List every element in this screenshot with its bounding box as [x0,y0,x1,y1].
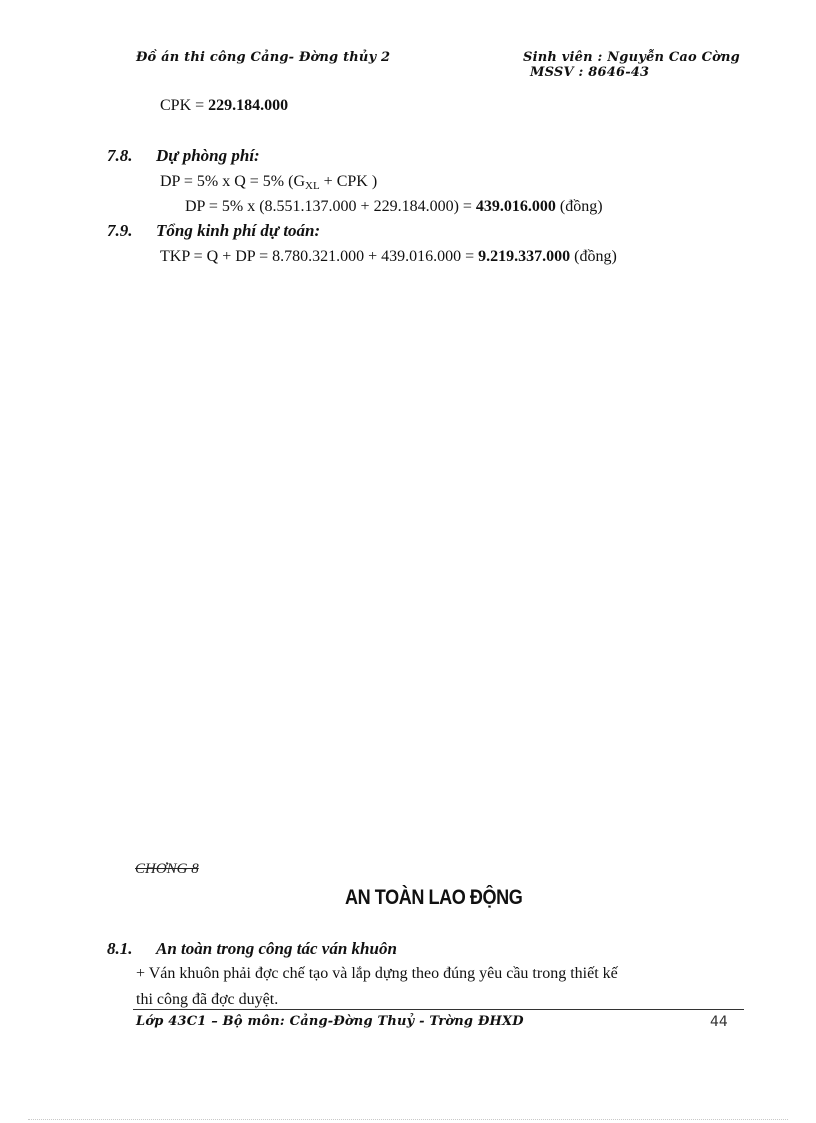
cpk-value: 229.184.000 [208,97,289,114]
chapter-title: AN TOÀN LAO ĐỘNG [345,886,523,909]
section-7-8-number: 7.8. [107,146,133,165]
tkp-unit: (đồng) [570,248,617,265]
section-7-8-formula-1 [160,173,377,192]
chapter-label: CHƠNG 8 [135,861,199,877]
section-8-1-line-1: + Ván khuôn phải đợc chế tạo và lắp dựng theo đúng yêu cầu trong thiết kế [136,965,618,982]
formula-1-tail: + CPK ) [319,173,378,190]
footer-rule [133,1009,744,1010]
cpk-line [160,97,288,115]
section-7-9-number: 7.9. [107,221,133,240]
section-7-9-formula [160,248,617,266]
footer-course: Lớp 43C1 – Bộ môn: Cảng-Đờng Thuỷ - Trờng ĐHXD [136,1014,524,1029]
section-7-8-title: Dự phòng phí: [156,146,260,165]
formula-2-text: DP = 5% x (8.551.137.000 + 229.184.000) = [185,198,476,215]
tkp-formula-text: TKP = Q + DP = 8.780.321.000 + 439.016.000 = [160,248,479,265]
section-8-1-title: An toàn trong công tác ván khuôn [156,939,397,958]
header-student-id: MSSV : 8646-43 [530,65,650,80]
formula-1-text: DP = 5% x Q = 5% (G [160,173,305,190]
header-student-name: Sinh viên : Nguyễn Cao Cờng [523,50,740,65]
page-number: 44 [710,1014,728,1030]
formula-1-subscript: XL [305,180,320,192]
section-8-1-line-2: thi công đã đợc duyệt. [136,991,279,1008]
section-7-8-formula-2 [185,198,603,216]
section-7-9-title: Tổng kinh phí dự toán: [156,221,321,240]
tkp-value: 9.219.337.000 [478,248,571,265]
dp-unit: (đồng) [555,198,603,215]
section-8-1-number: 8.1. [107,939,133,958]
cpk-prefix: CPK = [160,97,209,114]
page-bottom-border [28,1119,788,1120]
header-left-title: Đồ án thi công Cảng- Đờng thủy 2 [136,50,391,65]
dp-value: 439.016.000 [475,198,556,215]
